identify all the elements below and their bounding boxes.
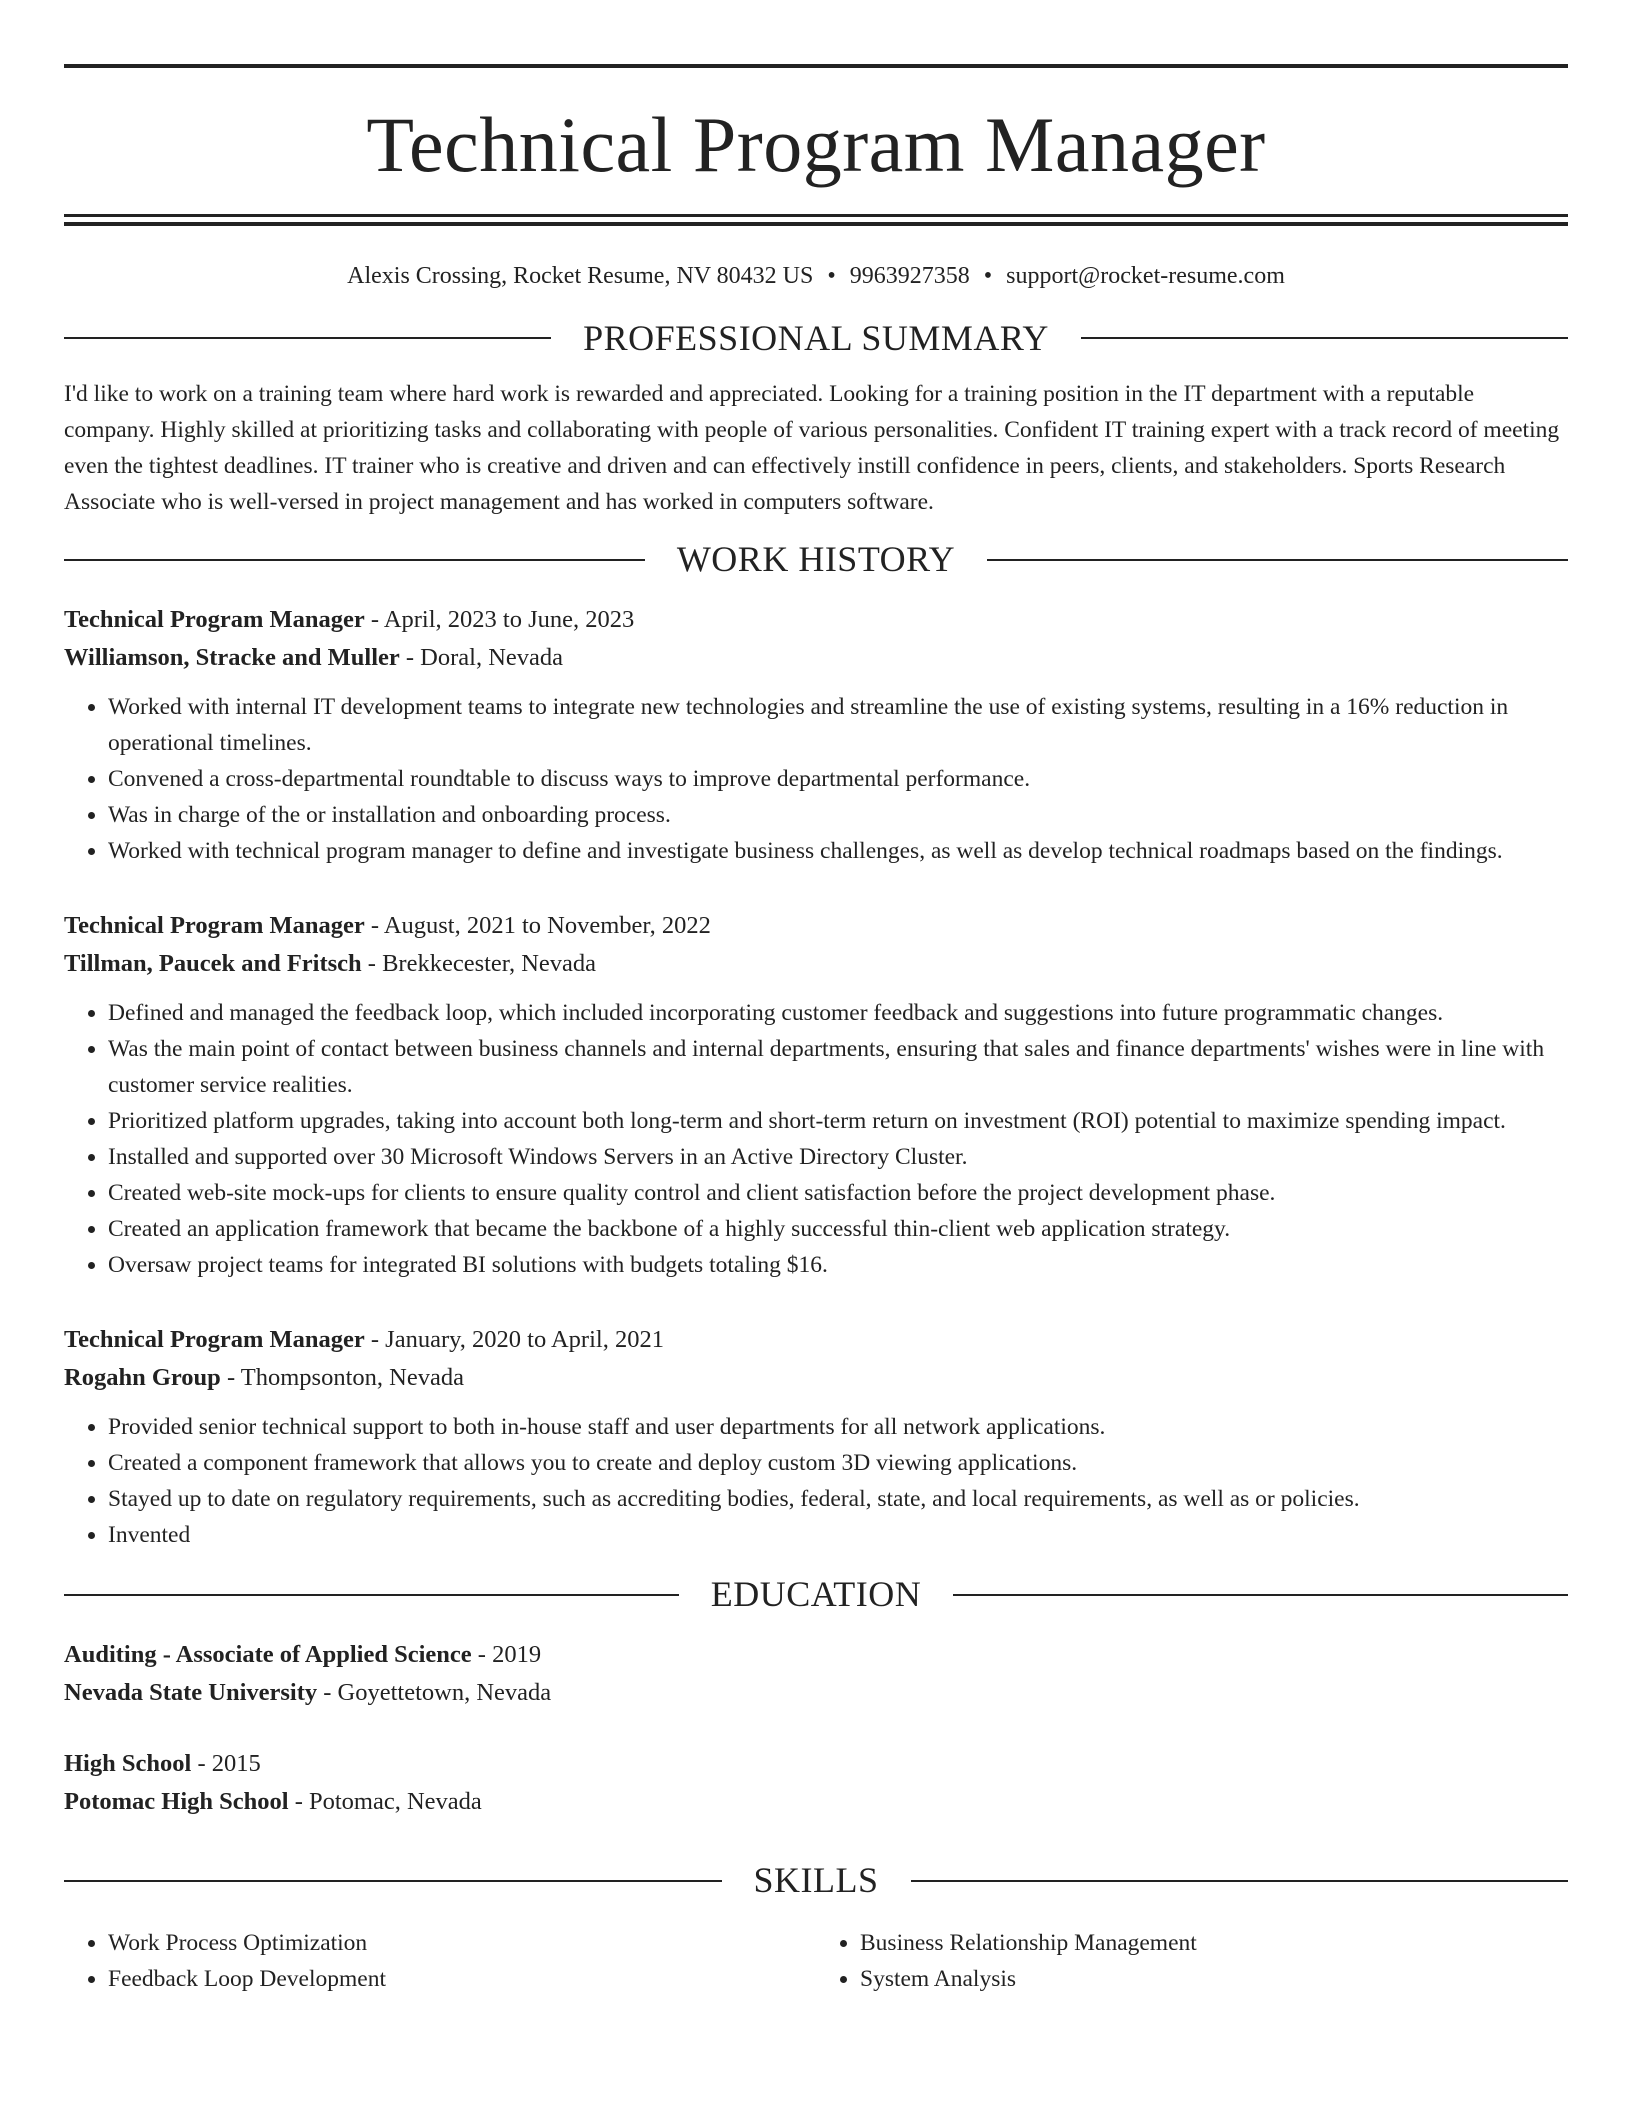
job-bullet: • Created a component framework that allows you to create and deploy custom 3D viewing applications. [108, 1445, 1568, 1481]
job-bullet: • Convened a cross-departmental roundtable to discuss ways to improve departmental performance. [108, 761, 1568, 797]
job-company: Rogahn Group [64, 1364, 221, 1392]
skills-heading: SKILLS [753, 1860, 879, 1901]
contact-email: support@rocket-resume.com [1006, 263, 1285, 289]
degree: High School [64, 1750, 192, 1778]
section-rule [64, 1880, 722, 1882]
job-bullet: • Was in charge of the or installation and onboarding process. [108, 797, 1568, 833]
job-title: Technical Program Manager [64, 606, 365, 634]
section-rule [953, 1594, 1568, 1596]
job-company-row [64, 945, 1568, 983]
job-title: Technical Program Manager [64, 1326, 365, 1354]
job-title-row [64, 1321, 1568, 1359]
job-bullet: • Invented [108, 1517, 1568, 1553]
education-heading: EDUCATION [710, 1574, 922, 1615]
degree-row [64, 1636, 1568, 1674]
job-bullet: • Defined and managed the feedback loop, which included incorporating customer feedback and suggestions into future programmatic changes. [108, 995, 1568, 1031]
job-bullets [64, 689, 1568, 869]
contact-phone: 9963927358 [849, 263, 970, 289]
skills-right-column [816, 1925, 1568, 1997]
job-company-row [64, 1359, 1568, 1397]
degree-year: - 2015 [191, 1750, 261, 1778]
job-dates: - January, 2020 to April, 2021 [364, 1326, 664, 1354]
job-bullet: • Stayed up to date on regulatory requirements, such as accrediting bodies, federal, state, and local requirements, as well as or policies. [108, 1481, 1568, 1517]
job-bullet: • Oversaw project teams for integrated BI solutions with budgets totaling $16. [108, 1247, 1568, 1283]
job-title: Technical Program Manager [64, 912, 365, 940]
school: Potomac High School [64, 1788, 289, 1816]
top-rule [64, 64, 1568, 68]
job-entry [64, 907, 1568, 1283]
job-dates: - April, 2023 to June, 2023 [364, 606, 635, 634]
job-bullets [64, 1409, 1568, 1553]
education-list [64, 1636, 1568, 1821]
skills-left-column [64, 1925, 816, 1997]
degree: Auditing - Associate of Applied Science [64, 1641, 472, 1669]
skill-item: • Work Process Optimization [108, 1925, 816, 1961]
job-location: - Doral, Nevada [399, 644, 564, 672]
school-location: - Potomac, Nevada [288, 1788, 482, 1816]
contact-address: Alexis Crossing, Rocket Resume, NV 80432 US [347, 263, 814, 289]
education-entry [64, 1745, 1568, 1821]
contact-line [64, 262, 1568, 291]
education-entry [64, 1636, 1568, 1712]
school-row [64, 1783, 1568, 1821]
job-bullets [64, 995, 1568, 1283]
job-company: Tillman, Paucek and Fritsch [64, 950, 362, 978]
skill-item: • Business Relationship Management [860, 1925, 1568, 1961]
job-company-row [64, 639, 1568, 677]
resume-title: Technical Program Manager [366, 101, 1266, 188]
section-rule [911, 1880, 1569, 1882]
school: Nevada State University [64, 1679, 318, 1707]
job-bullet: • Worked with internal IT development teams to integrate new technologies and streamline the use of existing systems, resulting in a 16% reduction in operational timelines. [108, 689, 1568, 761]
work-heading: WORK HISTORY [676, 538, 956, 579]
summary-heading: PROFESSIONAL SUMMARY [583, 317, 1049, 358]
job-entry [64, 1321, 1568, 1553]
section-rule [987, 559, 1568, 561]
work-section-header [64, 538, 1568, 581]
section-rule [64, 559, 645, 561]
job-bullet: • Created an application framework that became the backbone of a highly successful thin-client web application strategy. [108, 1211, 1568, 1247]
job-title-row [64, 601, 1568, 639]
school-location: - Goyettetown, Nevada [317, 1679, 552, 1707]
job-bullet: • Installed and supported over 30 Microsoft Windows Servers in an Active Directory Cluster. [108, 1139, 1568, 1175]
contact-separator: • [983, 263, 993, 289]
section-rule [64, 337, 551, 339]
job-company: Williamson, Stracke and Muller [64, 644, 400, 672]
title-double-rule [64, 214, 1568, 226]
job-location: - Brekkecester, Nevada [361, 950, 597, 978]
job-bullet: • Provided senior technical support to both in-house staff and user departments for all network applications. [108, 1409, 1568, 1445]
job-bullet: • Was the main point of contact between business channels and internal departments, ensuring that sales and finance departments' wishes were in line with customer service realities. [108, 1031, 1568, 1103]
degree-row [64, 1745, 1568, 1783]
section-rule [1081, 337, 1568, 339]
job-entry [64, 601, 1568, 869]
summary-text: I'd like to work on a training team where hard work is rewarded and appreciated. Looking for a training position in the IT department with a reputable company. Highly skilled at prioritizing tasks and collaborating with people of various personalities. Confident IT training expert with a track record of meeting even the tightest deadlines. IT trainer who is creative and driven and can effectively instill confidence in peers, clients, and stakeholders. Sports Research Associate who is well-versed in project management and has worked in computers software. [64, 380, 1560, 515]
section-rule [64, 1594, 679, 1596]
skills-list [64, 1925, 1568, 1997]
job-dates: - August, 2021 to November, 2022 [364, 912, 711, 940]
education-section-header [64, 1573, 1568, 1616]
work-history [64, 601, 1568, 1553]
school-row [64, 1674, 1568, 1712]
skills-section-header [64, 1859, 1568, 1902]
skill-item: • System Analysis [860, 1961, 1568, 1997]
job-title-row [64, 907, 1568, 945]
job-bullet: • Prioritized platform upgrades, taking into account both long-term and short-term return on investment (ROI) potential to maximize spending impact. [108, 1103, 1568, 1139]
contact-separator: • [827, 263, 836, 289]
degree-year: - 2019 [471, 1641, 542, 1669]
summary-section-header [64, 317, 1568, 360]
job-bullet: • Worked with technical program manager to define and investigate business challenges, as well as develop technical roadmaps based on the findings. [108, 833, 1568, 869]
job-bullet: • Created web-site mock-ups for clients to ensure quality control and client satisfaction before the project development phase. [108, 1175, 1568, 1211]
skill-item: • Feedback Loop Development [108, 1961, 816, 1997]
job-location: - Thompsonton, Nevada [220, 1364, 464, 1392]
